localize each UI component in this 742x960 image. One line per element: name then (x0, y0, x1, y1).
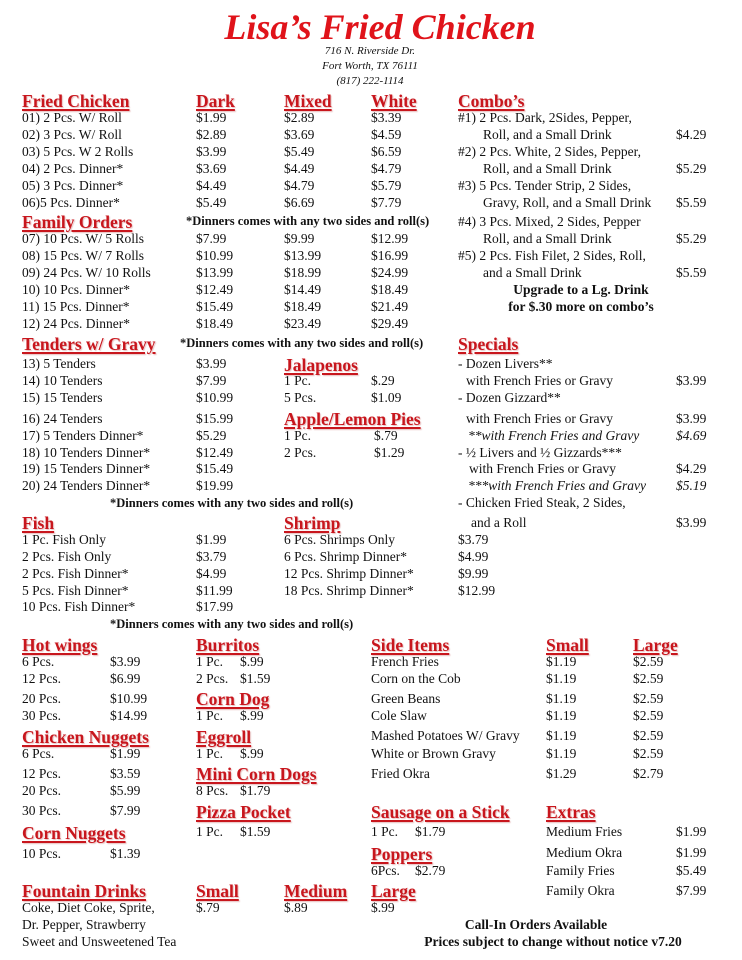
dinner-note: *Dinners comes with any two sides and roll(s) (180, 336, 424, 350)
section-heading-specials: Specials (458, 334, 519, 354)
menu-item-price: $13.99 (196, 265, 234, 280)
column-heading: Dark (196, 91, 235, 111)
call-in-note: Call-In Orders Available (464, 917, 608, 932)
menu-item-name: 5 Pcs. Fish Dinner* (22, 583, 129, 598)
menu-item-price: $11.99 (196, 583, 233, 598)
menu-item-name: 1 Pc. (196, 708, 223, 723)
menu-item-name: 6 Pcs. Shrimp Dinner* (284, 549, 407, 564)
restaurant-title: Lisa’s Fried Chicken (224, 7, 536, 47)
menu-item-price: $3.99 (110, 654, 141, 669)
menu-item-price: $2.79 (415, 863, 446, 878)
menu-item-name: Medium Fries (546, 824, 623, 839)
dinner-note: *Dinners comes with any two sides and roll(s) (110, 496, 354, 510)
menu-item-price: $3.99 (196, 144, 227, 159)
menu-item-name: Corn on the Cob (371, 671, 461, 686)
section-heading-corn-nuggets: Corn Nuggets (22, 823, 126, 843)
special-line: with French Fries or Gravy (466, 373, 613, 388)
menu-item-price: $1.29 (546, 766, 577, 781)
menu-item-price: $10.99 (196, 390, 234, 405)
menu-item-price: $2.89 (284, 110, 315, 125)
menu-item-price: $5.49 (196, 195, 227, 210)
menu-item-price: $2.59 (633, 746, 664, 761)
menu-item-name: 18) 10 Tenders Dinner* (22, 445, 151, 460)
section-heading-sausage: Sausage on a Stick (371, 802, 510, 822)
menu-item-name: 09) 24 Pcs. W/ 10 Rolls (22, 265, 151, 280)
menu-item-name: 8 Pcs. (196, 783, 229, 798)
menu-item-name: 6 Pcs. (22, 746, 55, 761)
menu-item-price: $.99 (240, 708, 264, 723)
menu-item-name: Fried Okra (371, 766, 430, 781)
section-heading-shrimp: Shrimp (284, 513, 341, 533)
section-heading-burritos: Burritos (196, 635, 260, 655)
menu-item-price: $29.49 (371, 316, 409, 331)
menu-item-price: $1.19 (546, 728, 577, 743)
special-line: - ½ Livers and ½ Gizzards*** (458, 445, 622, 460)
menu-item-price: $5.59 (676, 265, 707, 280)
menu-item-price: $3.79 (196, 549, 227, 564)
combo-line: Roll, and a Small Drink (483, 161, 612, 176)
menu-item-price: $2.59 (633, 691, 664, 706)
menu-item-name: 10 Pcs. Fish Dinner* (22, 599, 136, 614)
combo-line: Roll, and a Small Drink (483, 231, 612, 246)
menu-item-name: 05) 3 Pcs. Dinner* (22, 178, 124, 193)
menu-item-name: 20 Pcs. (22, 783, 62, 798)
price-notice: Prices subject to change without notice v7.20 (424, 934, 682, 949)
column-heading: Small (546, 635, 589, 655)
menu-item-price: $1.09 (371, 390, 402, 405)
menu-item-name: 12) 24 Pcs. Dinner* (22, 316, 130, 331)
section-heading-mini-corn-dogs: Mini Corn Dogs (196, 764, 317, 784)
menu-item-price: $18.99 (284, 265, 322, 280)
menu-item-price: $21.49 (371, 299, 409, 314)
section-heading-fried-chicken: Fried Chicken (22, 91, 130, 111)
special-line: - Dozen Gizzard** (458, 390, 561, 405)
menu-item-price: $.99 (371, 900, 395, 915)
dinner-note: *Dinners comes with any two sides and roll(s) (186, 214, 430, 228)
menu-item-price: $6.99 (110, 671, 141, 686)
menu-item-name: 1 Pc. (196, 824, 223, 839)
menu-item-name: 1 Pc. Fish Only (22, 532, 107, 547)
menu-item-price: $10.99 (196, 248, 234, 263)
menu-item-name: Family Okra (546, 883, 615, 898)
menu-item-price: $1.59 (240, 824, 271, 839)
menu-item-price: $4.79 (284, 178, 315, 193)
menu-item-name: 2 Pcs. (284, 445, 317, 460)
menu-item-price: $1.19 (546, 746, 577, 761)
menu-item-name: Medium Okra (546, 845, 623, 860)
menu-item-price: $14.99 (110, 708, 148, 723)
combo-line: #3) 5 Pcs. Tender Strip, 2 Sides, (458, 178, 632, 193)
menu-item-price: $7.79 (371, 195, 402, 210)
menu-item-name: 1 Pc. (284, 428, 311, 443)
menu-item-price: $14.49 (284, 282, 322, 297)
drink-description: Dr. Pepper, Strawberry (22, 917, 146, 932)
address-line: (817) 222-1114 (336, 75, 404, 87)
menu-item-price: $18.49 (196, 316, 234, 331)
menu-item-price: $5.29 (676, 231, 707, 246)
section-heading-eggroll: Eggroll (196, 727, 252, 747)
menu-item-price: $7.99 (196, 231, 227, 246)
menu-item-price: $3.69 (284, 127, 315, 142)
drink-description: Coke, Diet Coke, Sprite, (22, 900, 155, 915)
menu-item-name: White or Brown Gravy (371, 746, 496, 761)
combo-line: Gravy, Roll, and a Small Drink (483, 195, 652, 210)
menu-item-price: $1.19 (546, 691, 577, 706)
menu-item-price: $10.99 (110, 691, 148, 706)
menu-item-price: $12.99 (458, 583, 496, 598)
menu-item-name: 1 Pc. (371, 824, 398, 839)
section-heading-jalapenos: Jalapenos (284, 355, 358, 375)
menu-item-name: 1 Pc. (196, 746, 223, 761)
menu-item-price: $3.59 (110, 766, 141, 781)
section-heading-poppers: Poppers (371, 844, 433, 864)
special-line: ***with French Fries and Gravy (468, 478, 646, 493)
upgrade-note: for $.30 more on combo’s (508, 299, 654, 314)
menu-item-price: $9.99 (458, 566, 489, 581)
drink-description: Sweet and Unsweetened Tea (22, 934, 177, 949)
menu-item-price: $2.79 (633, 766, 664, 781)
menu-item-price: $15.49 (196, 299, 234, 314)
menu-item-price: $15.99 (196, 411, 234, 426)
menu-item-price: $1.29 (374, 445, 405, 460)
menu-item-name: 30 Pcs. (22, 708, 62, 723)
menu-item-name: 20 Pcs. (22, 691, 62, 706)
combo-line: #4) 3 Pcs. Mixed, 2 Sides, Pepper (458, 214, 641, 229)
column-heading: Medium (284, 881, 348, 901)
combo-line: Roll, and a Small Drink (483, 127, 612, 142)
menu-item-name: 6 Pcs. Shrimps Only (284, 532, 396, 547)
menu-item-price: $3.99 (676, 411, 707, 426)
menu-item-price: $18.49 (284, 299, 322, 314)
menu-item-name: 17) 5 Tenders Dinner* (22, 428, 144, 443)
section-heading-corn-dog: Corn Dog (196, 689, 270, 709)
column-heading: Mixed (284, 91, 332, 111)
menu-item-price: $4.99 (196, 566, 227, 581)
menu-item-price: $1.99 (196, 532, 227, 547)
menu-item-price: $3.69 (196, 161, 227, 176)
menu-item-price: $2.59 (633, 708, 664, 723)
menu-item-name: 12 Pcs. (22, 671, 62, 686)
menu-item-name: Cole Slaw (371, 708, 427, 723)
menu-item-price: $1.79 (240, 783, 271, 798)
menu-item-price: $4.49 (284, 161, 315, 176)
combo-line: #2) 2 Pcs. White, 2 Sides, Pepper, (458, 144, 641, 159)
section-heading-side-items: Side Items (371, 635, 450, 655)
special-line: - Chicken Fried Steak, 2 Sides, (458, 495, 626, 510)
section-heading-combos: Combo’s (458, 91, 525, 111)
menu-item-price: $17.99 (196, 599, 234, 614)
section-heading-tenders: Tenders w/ Gravy (22, 334, 156, 354)
menu-item-price: $1.39 (110, 846, 141, 861)
menu-item-price: $2.59 (633, 728, 664, 743)
menu-item-price: $5.19 (676, 478, 707, 493)
menu-item-name: 16) 24 Tenders (22, 411, 103, 426)
menu-item-price: $3.99 (676, 373, 707, 388)
menu-item-price: $3.79 (458, 532, 489, 547)
menu-item-price: $5.49 (676, 863, 707, 878)
menu-item-price: $3.99 (676, 515, 707, 530)
menu-item-price: $4.29 (676, 127, 707, 142)
menu-item-price: $1.19 (546, 671, 577, 686)
combo-line: #1) 2 Pcs. Dark, 2Sides, Pepper, (458, 110, 632, 125)
menu-item-name: 02) 3 Pcs. W/ Roll (22, 127, 122, 142)
menu-item-price: $7.99 (196, 373, 227, 388)
menu-item-price: $16.99 (371, 248, 409, 263)
menu-item-price: $6.69 (284, 195, 315, 210)
menu-item-price: $.79 (196, 900, 220, 915)
menu-item-price: $.29 (371, 373, 395, 388)
section-heading-chicken-nuggets: Chicken Nuggets (22, 727, 149, 747)
menu-item-price: $5.29 (676, 161, 707, 176)
special-line: **with French Fries and Gravy (468, 428, 640, 443)
menu-item-price: $1.99 (676, 824, 707, 839)
menu-item-price: $4.69 (676, 428, 707, 443)
menu-item-name: 14) 10 Tenders (22, 373, 103, 388)
menu-item-price: $12.99 (371, 231, 409, 246)
menu-item-name: 11) 15 Pcs. Dinner* (22, 299, 130, 314)
section-heading-fish: Fish (22, 513, 55, 533)
menu-item-price: $4.99 (458, 549, 489, 564)
section-heading-pizza-pocket: Pizza Pocket (196, 802, 291, 822)
special-line: with French Fries or Gravy (469, 461, 616, 476)
menu-item-name: 1 Pc. (284, 373, 311, 388)
section-heading-fountain-drinks: Fountain Drinks (22, 881, 146, 901)
menu-item-price: $1.19 (546, 708, 577, 723)
menu-item-price: $5.49 (284, 144, 315, 159)
menu-item-name: 15) 15 Tenders (22, 390, 103, 405)
menu-item-price: $18.49 (371, 282, 409, 297)
dinner-note: *Dinners comes with any two sides and roll(s) (110, 617, 354, 631)
menu-item-price: $3.39 (371, 110, 402, 125)
menu-item-price: $2.59 (633, 671, 664, 686)
menu-item-name: 12 Pcs. Shrimp Dinner* (284, 566, 414, 581)
menu-item-price: $2.89 (196, 127, 227, 142)
menu-item-price: $9.99 (284, 231, 315, 246)
menu-item-name: 04) 2 Pcs. Dinner* (22, 161, 124, 176)
menu-item-price: $1.99 (676, 845, 707, 860)
menu-item-name: 2 Pcs. (196, 671, 229, 686)
menu-item-name: 30 Pcs. (22, 803, 62, 818)
menu-item-price: $6.59 (371, 144, 402, 159)
menu-item-price: $7.99 (110, 803, 141, 818)
special-line: - Dozen Livers** (458, 356, 553, 371)
menu-item-price: $7.99 (676, 883, 707, 898)
menu-item-price: $2.59 (633, 654, 664, 669)
menu-item-name: 08) 15 Pcs. W/ 7 Rolls (22, 248, 145, 263)
section-heading-family-orders: Family Orders (22, 212, 133, 232)
menu-item-price: $23.49 (284, 316, 322, 331)
menu-item-price: $24.99 (371, 265, 409, 280)
menu-item-price: $.79 (374, 428, 398, 443)
menu-item-name: 20) 24 Tenders Dinner* (22, 478, 151, 493)
menu-item-name: 5 Pcs. (284, 390, 317, 405)
upgrade-note: Upgrade to a Lg. Drink (513, 282, 649, 297)
section-heading-hot-wings: Hot wings (22, 635, 98, 655)
menu-item-name: 19) 15 Tenders Dinner* (22, 461, 151, 476)
menu-item-price: $1.79 (415, 824, 446, 839)
section-heading-pies: Apple/Lemon Pies (284, 409, 421, 429)
menu-item-name: 2 Pcs. Fish Only (22, 549, 112, 564)
menu-item-name: 13) 5 Tenders (22, 356, 96, 371)
menu-item-price: $.99 (240, 654, 264, 669)
menu-item-price: $1.99 (110, 746, 141, 761)
menu-item-name: 03) 5 Pcs. W 2 Rolls (22, 144, 134, 159)
menu-item-price: $4.79 (371, 161, 402, 176)
menu-item-price: $5.99 (110, 783, 141, 798)
menu-item-price: $4.59 (371, 127, 402, 142)
menu-item-price: $1.99 (196, 110, 227, 125)
menu-item-price: $13.99 (284, 248, 322, 263)
menu-item-name: 18 Pcs. Shrimp Dinner* (284, 583, 414, 598)
menu-item-name: Family Fries (546, 863, 615, 878)
menu-item-name: 10 Pcs. (22, 846, 62, 861)
section-heading-extras: Extras (546, 802, 596, 822)
combo-line: #5) 2 Pcs. Fish Filet, 2 Sides, Roll, (458, 248, 646, 263)
menu-item-price: $1.19 (546, 654, 577, 669)
column-heading: Large (633, 635, 678, 655)
menu-item-price: $12.49 (196, 445, 234, 460)
menu-item-price: $4.49 (196, 178, 227, 193)
column-heading: Large (371, 881, 416, 901)
menu-item-name: 10) 10 Pcs. Dinner* (22, 282, 130, 297)
menu-item-name: 12 Pcs. (22, 766, 62, 781)
menu-item-price: $3.99 (196, 356, 227, 371)
menu-item-price: $5.59 (676, 195, 707, 210)
menu-item-price: $12.49 (196, 282, 234, 297)
menu-item-name: 07) 10 Pcs. W/ 5 Rolls (22, 231, 145, 246)
column-heading: Small (196, 881, 239, 901)
menu-item-name: 06)5 Pcs. Dinner* (22, 195, 120, 210)
menu-item-price: $.99 (240, 746, 264, 761)
menu-item-price: $15.49 (196, 461, 234, 476)
combo-line: and a Small Drink (483, 265, 582, 280)
menu-item-name: French Fries (371, 654, 439, 669)
menu-item-price: $5.29 (196, 428, 227, 443)
special-line: with French Fries or Gravy (466, 411, 613, 426)
menu-item-price: $5.79 (371, 178, 402, 193)
menu-item-name: 2 Pcs. Fish Dinner* (22, 566, 129, 581)
column-heading: White (371, 91, 417, 111)
menu-item-price: $.89 (284, 900, 308, 915)
menu-item-price: $19.99 (196, 478, 234, 493)
menu-item-name: 1 Pc. (196, 654, 223, 669)
address-line: 716 N. Riverside Dr. (324, 45, 416, 57)
menu-item-price: $4.29 (676, 461, 707, 476)
menu-item-name: Green Beans (371, 691, 441, 706)
menu-item-name: Mashed Potatoes W/ Gravy (371, 728, 520, 743)
menu-item-name: 6 Pcs. (22, 654, 55, 669)
menu-item-name: 01) 2 Pcs. W/ Roll (22, 110, 122, 125)
menu-item-name: 6Pcs. (371, 863, 400, 878)
menu-item-price: $1.59 (240, 671, 271, 686)
special-line: and a Roll (471, 515, 527, 530)
address-line: Fort Worth, TX 76111 (322, 60, 418, 72)
